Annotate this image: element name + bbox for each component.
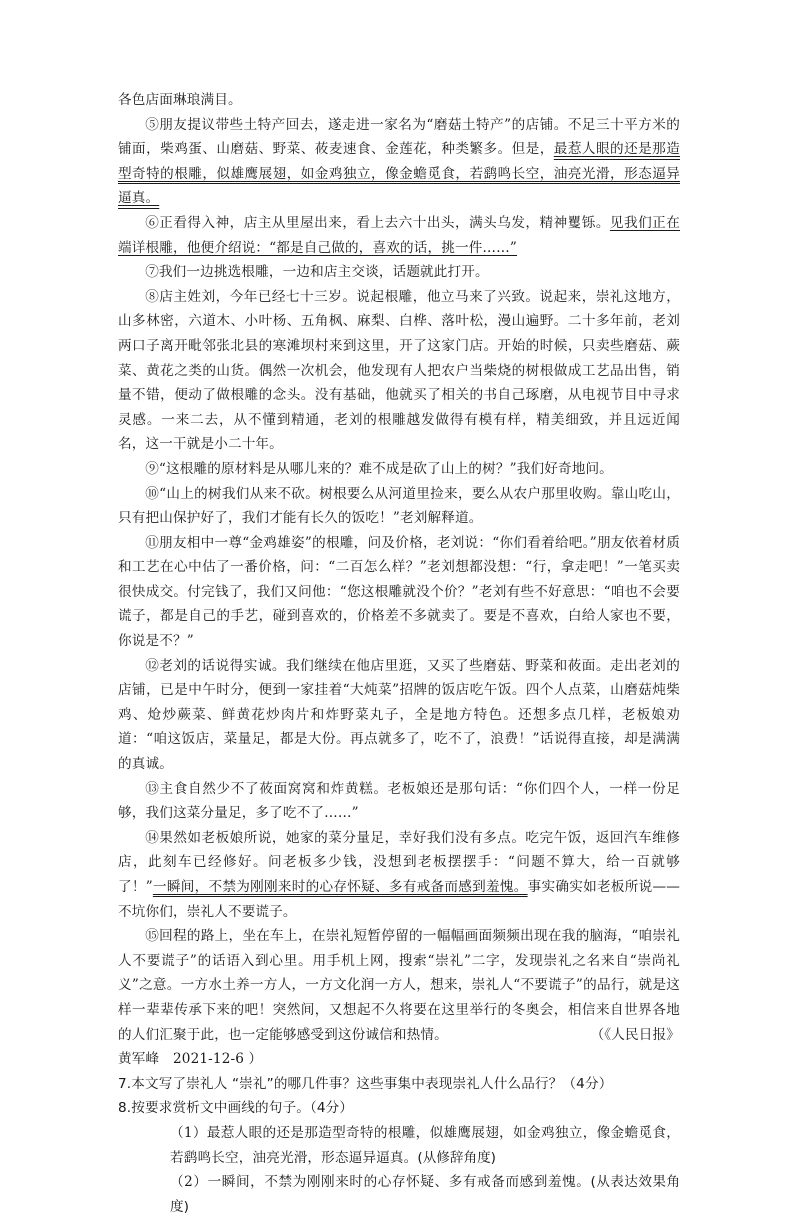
paragraph-5: ⑤朋友提议带些土特产回去，遂走进一家名为“磨菇土特产”的店铺。不足三十平方米的铺面，柴鸡蛋、山磨菇、野菜、莜麦速食、金莲花，种类繁多。但是，最惹人眼的还是那造型奇特的根雕，似雄鹰展翅，如金鸡独立，像金蟾觅食，若鹞鸣长空，油亮光滑，形态逼异逼真。 (118, 116, 680, 207)
question-7: 7.本文写了崇礼人 “崇礼”的哪几件事？这些事集中表现崇礼人什么品行？（4分） (118, 1075, 613, 1092)
paragraph-9: ⑨“这根雕的原材料是从哪儿来的？难不成是砍了山上的树？”我们好奇地问。 (145, 460, 613, 477)
article-body (118, 88, 680, 1219)
underlined-sentence-3: 一瞬间，不禁为刚刚来时的心存怀疑、多有戒备而感到羞愧。 (152, 879, 528, 895)
author-date: 黄军峰 2021-12-6 ） (118, 1051, 263, 1068)
question-8-part-2-hint: (从表达效果角度) (170, 1174, 680, 1215)
underlined-sentence-2: 见我们正在端详根雕，他便介绍说：“都是自己做的，喜欢的话，挑一件……” (118, 214, 680, 256)
question-8: 8.按要求赏析文中画线的句子。（4分） (118, 1100, 354, 1117)
underlined-sentence-1: 最惹人眼的还是那造型奇特的根雕，似雄鹰展翅，如金鸡独立，像金蟾觅食，若鹞鸣长空，油亮光滑，形态逼异逼真。 (118, 141, 680, 207)
paragraph-6: ⑥正看得入神，店主从里屋出来，看上去六十出头，满头乌发，精神矍铄。见我们正在端详根雕，他便介绍说：“都是自己做的，喜欢的话，挑一件……” (118, 214, 680, 256)
question-8-part-1: （1）最惹人眼的还是那造型奇特的根雕，似雄鹰展翅，如金鸡独立，像金蟾觅食，若鹞鸣长空，油亮光滑，形态逼异逼真。(从修辞角度) (170, 1124, 680, 1166)
paragraph-11: ⑪朋友相中一尊“金鸡雄姿”的根雕，问及价格，老刘说：“你们看着给吧。”朋友依着材质和工艺在心中估了一番价格，问：“二百怎么样？”老刘想都没想：“行，拿走吧！”一笔买卖很快成交。付完钱了，我们又问他：“您这根雕就没个价？”老刘有些不好意思：“咱也不会要谎子，都是自己的手艺，碰到喜欢的，价格差不多就卖了。要是不喜欢，白给人家也不要，你说是不？” (118, 534, 680, 650)
question-8-part-2: （2）一瞬间，不禁为刚刚来时的心存怀疑、多有戒备而感到羞愧。(从表达效果角度) (170, 1174, 680, 1215)
paragraph-14: ⑭果然如老板娘所说，她家的菜分量足，幸好我们没有多点。吃完午饭，返回汽车维修店，此刻车已经修好。问老板多少钱，没想到老板摆摆手：“问题不算大，给一百就够了！”一瞬间，不禁为刚刚来时的心存怀疑、多有戒备而感到羞愧。事实确实如老板所说——不坑你们，崇礼人不要谎子。 (118, 829, 680, 920)
paragraph-12: ⑫老刘的话说得实诚。我们继续在他店里逛，又买了些磨菇、野菜和莜面。走出老刘的店铺，已是中午时分，便到一家挂着“大炖菜”招牌的饭店吃午饭。四个人点菜，山磨菇炖柴鸡、炝炒蕨菜、鲜黄花炒肉片和炸野菜丸子，全是地方特色。还想多点几样，老板娘劝道：“咱这饭店，菜量足，都是大份。再点就多了，吃不了，浪费！”话说得直接，却是满满的真诚。 (118, 657, 680, 773)
paragraph-7: ⑦我们一边挑选根雕，一边和店主交谈，话题就此打开。 (145, 264, 489, 281)
source-citation: （《人民日报》 (590, 1026, 680, 1043)
paragraph-13: ⑬主食自然少不了莜面窝窝和炸黄糕。老板娘还是那句话：“你们四个人，一样一份足够，我们这菜分量足，多了吃不了……” (118, 780, 680, 822)
question-8-part-1-hint: (从修辞角度) (417, 1149, 496, 1166)
paragraph-10: ⑩“山上的树我们从来不砍。树根要么从河道里捡来，要么从农户那里收购。靠山吃山，只有把山保护好了，我们才能有长久的饭吃！”老刘解释道。 (118, 485, 680, 527)
paragraph-15: ⑮回程的路上，坐在车上，在崇礼短暂停留的一幅幅画面频频出现在我的脑海，“咱崇礼人不要谎子”的话语入到心里。用手机上网，搜索“崇礼”二字，发现崇礼之名来自“崇尚礼义”之意。一方水土养一方人，一方文化润一方人，想来，崇礼人“不要谎子”的品行，就是这样一辈辈传承下来的吧！突然间，又想起不久将要在这里举行的冬奥会，相信来自世界各地的人们汇聚于此，也一定能够感受到这份诚信和热情。 （《人民日报》 (118, 924, 680, 1047)
paragraph-8: ⑧店主姓刘，今年已经七十三岁。说起根雕，他立马来了兴致。说起来，崇礼这地方，山多林密，六道木、小叶杨、五角枫、麻梨、白桦、落叶松，漫山遍野。二十多年前，老刘两口子离开毗邻张北县的寒滩坝村来到这里，开了这家门店。开始的时候，只卖些磨菇、蕨菜、黄花之类的山货。偶然一次机会，他发现有人把农户当柴烧的树根做成工艺品出售，销量不错，便动了做根雕的念头。没有基础，他就买了相关的书自己琢磨，从电视节目中寻求灵感。一来二去，从不懂到精通，老刘的根雕越发做得有模有样，精美细致，并且远近闻名，这一干就是小二十年。 (118, 288, 680, 453)
paragraph-0: 各色店面琳琅满目。 (118, 92, 242, 108)
